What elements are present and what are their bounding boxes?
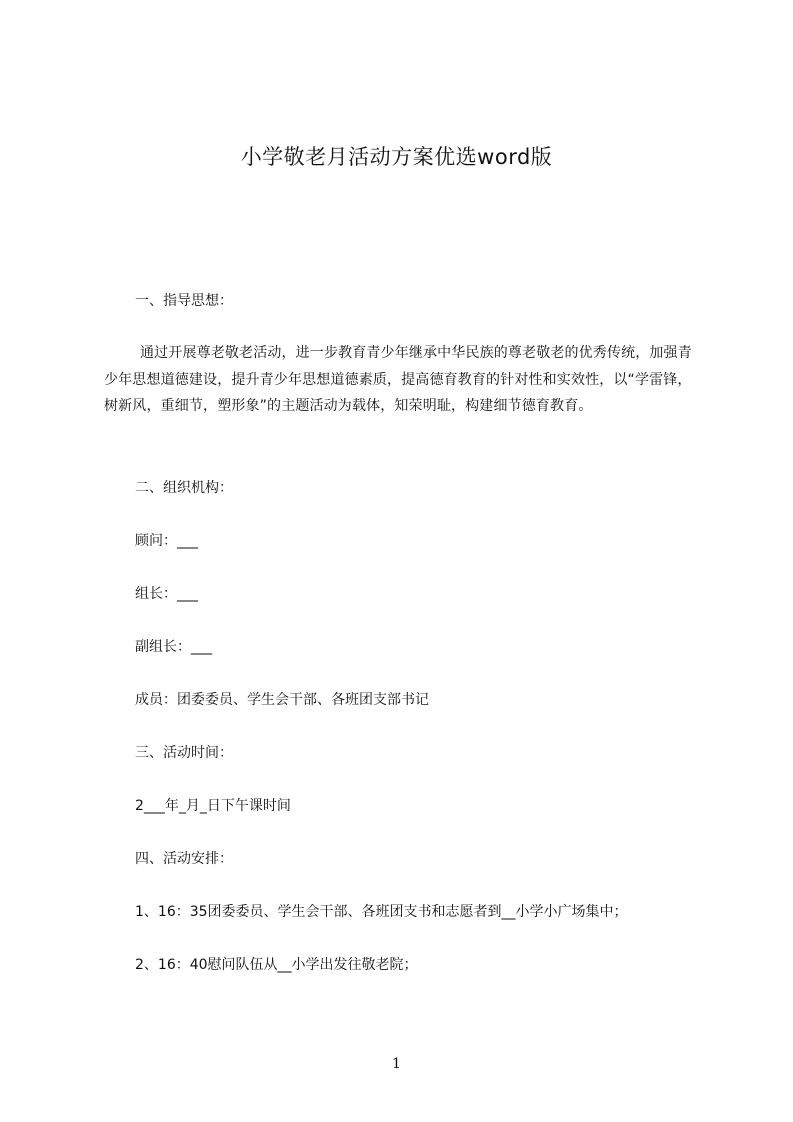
leader-line: 组长：___ [135, 586, 198, 602]
deputy-leader-line: 副组长：___ [135, 639, 212, 655]
page-number: 1 [392, 1056, 401, 1072]
guiding-paragraph: 通过开展尊老敬老活动，进一步教育青少年继承中华民族的尊老敬老的优秀传统，加强青少年思想道德建设，提升青少年思想道德素质，提高德育教育的针对性和实效性，以“学雷锋，树新风，重细节，塑形象”的主题活动为载体，知荣明耻，构建细节德育教育。 [104, 345, 692, 414]
members-line: 成员：团委委员、学生会干部、各班团支部书记 [135, 692, 429, 708]
section-heading-organization: 二、组织机构： [135, 480, 233, 496]
document-title: 小学敬老月活动方案优选word版 [240, 145, 553, 169]
section-heading-time: 三、活动时间： [135, 745, 233, 761]
activity-time-line: 2___年_月_日下午课时间 [135, 798, 291, 814]
arrangement-item-2: 2、16：40慰问队伍从__小学出发往敬老院； [135, 957, 418, 973]
section-heading-guiding: 一、指导思想： [135, 293, 233, 309]
section-heading-arrangement: 四、活动安排： [135, 851, 233, 867]
arrangement-item-1: 1、16：35团委委员、学生会干部、各班团支书和志愿者到__小学小广场集中； [135, 904, 628, 920]
advisor-line: 顾问：___ [135, 533, 198, 549]
